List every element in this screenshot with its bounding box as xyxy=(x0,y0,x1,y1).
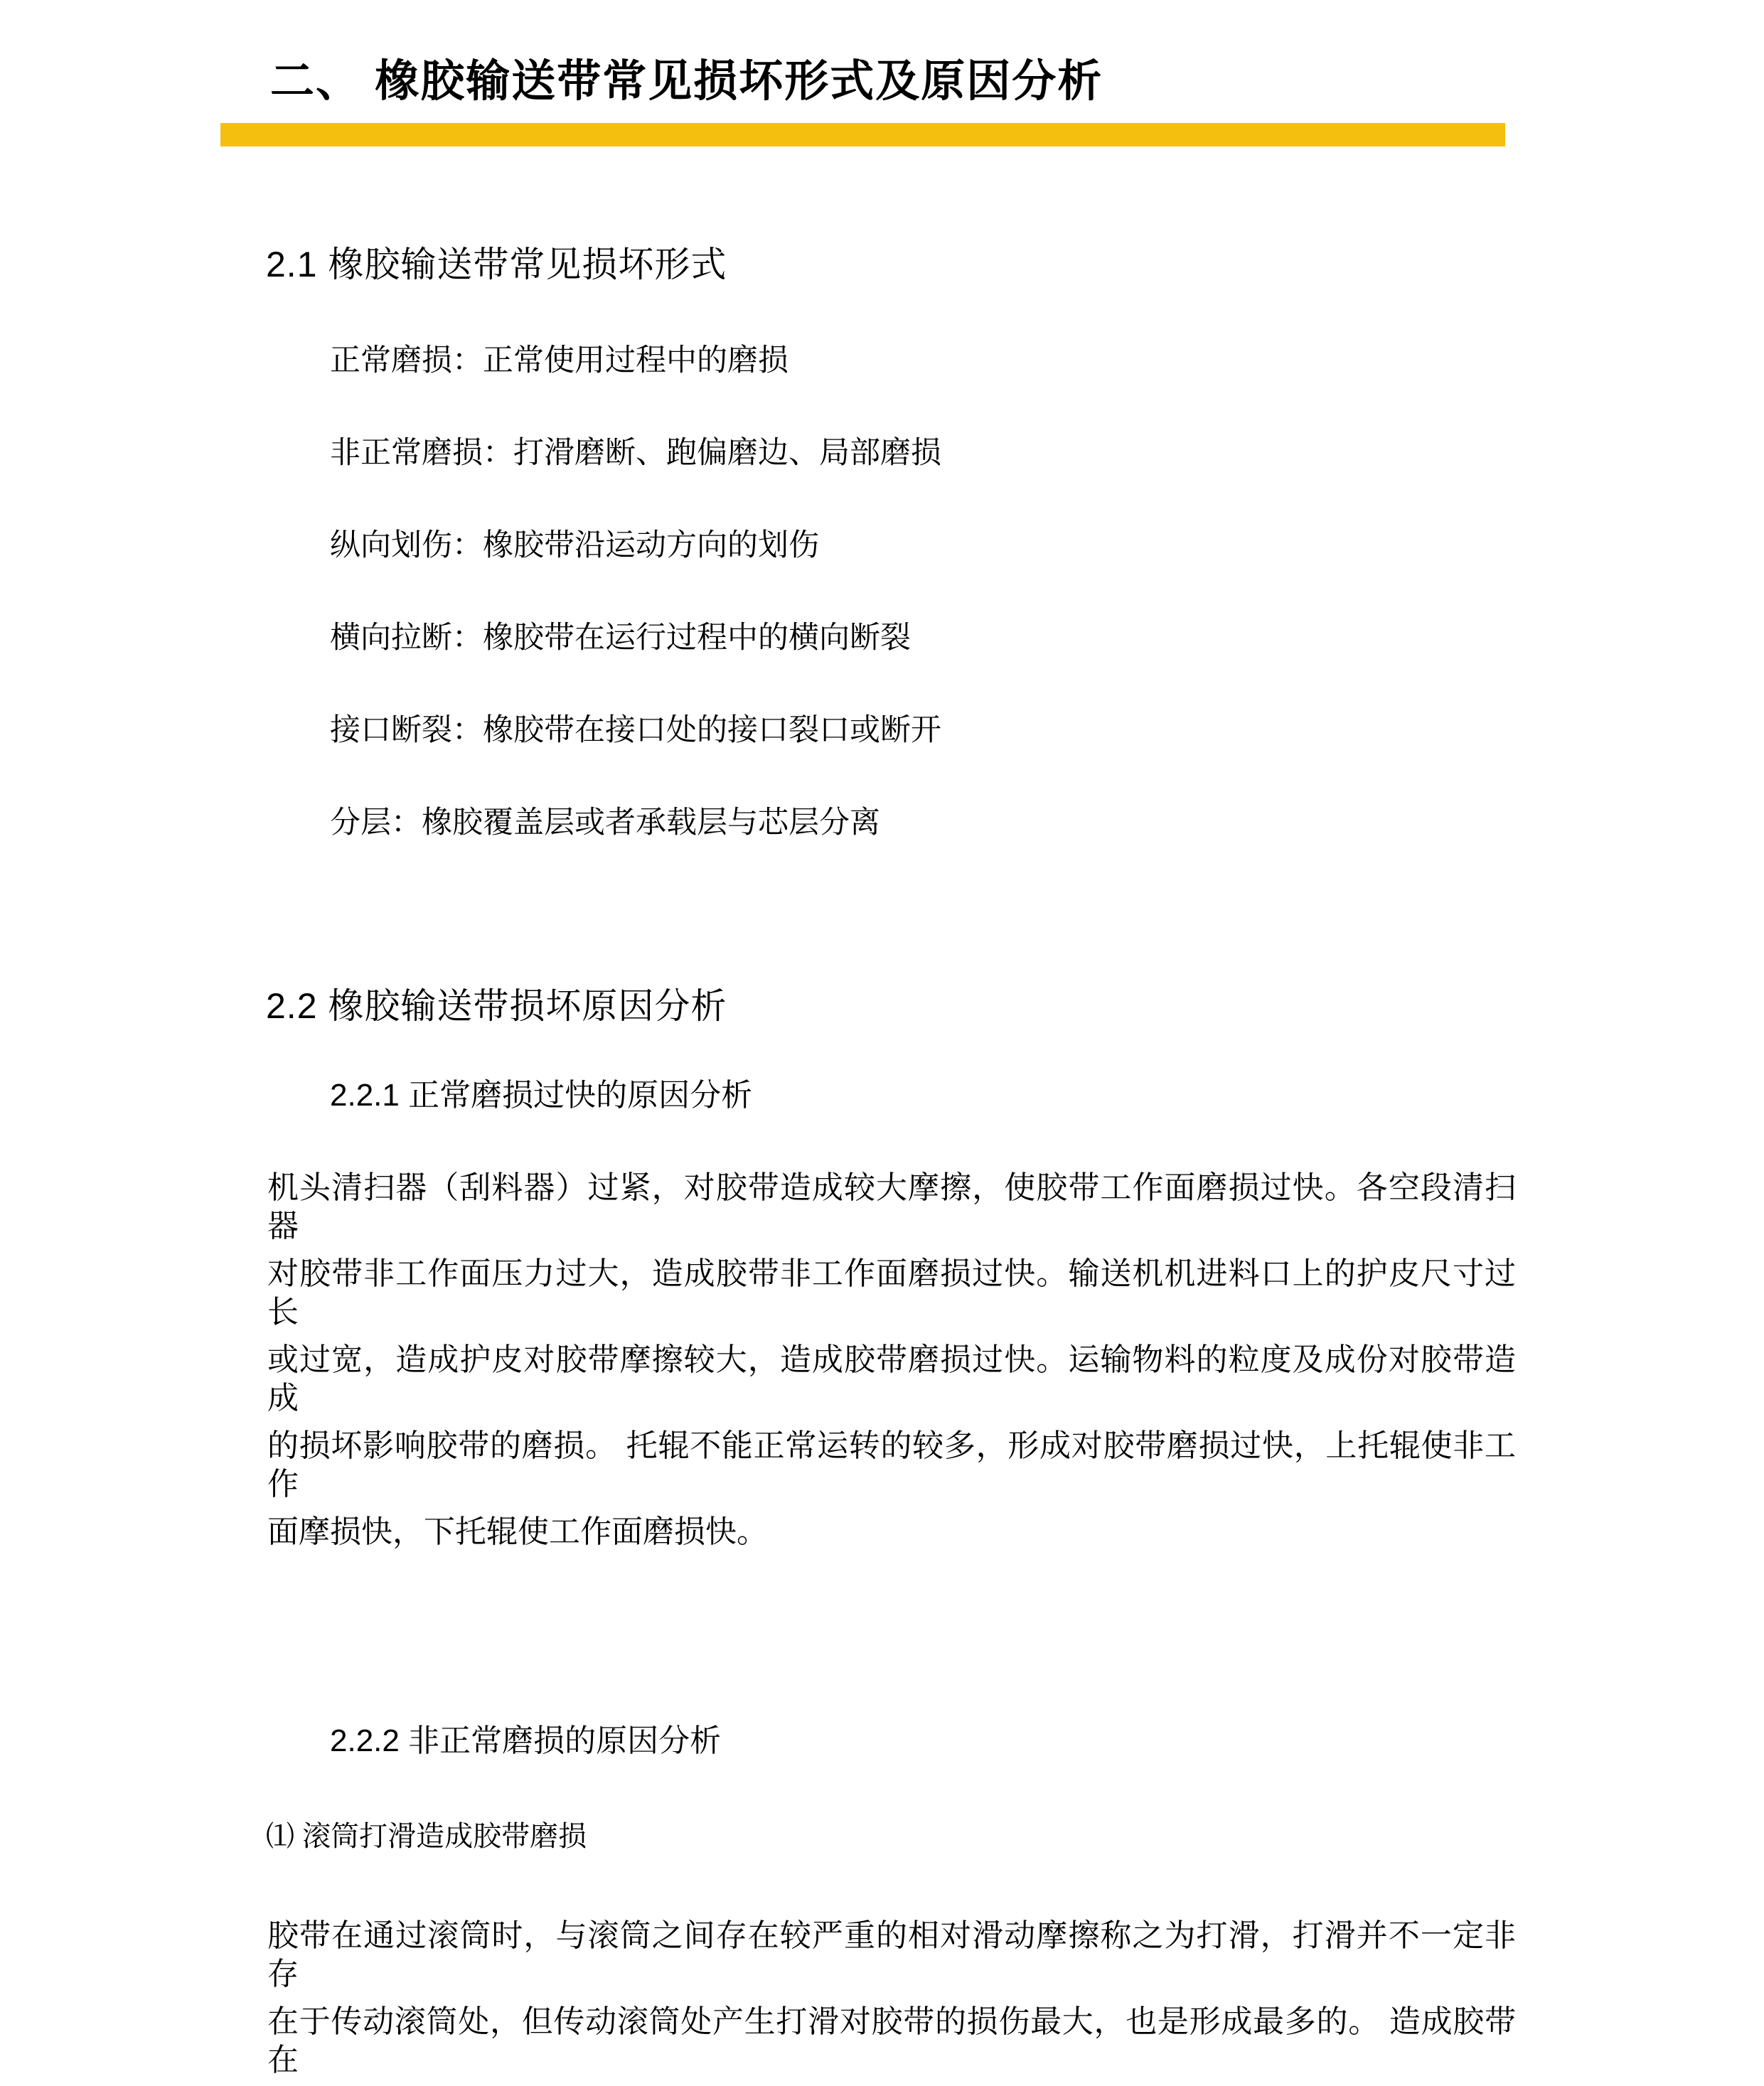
subsection-heading-2-2-1: 2.2.1 正常磨损过快的原因分析 xyxy=(330,1078,753,1113)
section-heading-2-1: 2.1 橡胶输送带常见损坏形式 xyxy=(266,245,727,284)
document-title: 二、 橡胶输送带常见损坏形式及原因分析 xyxy=(270,57,1103,106)
paragraph-2-2-1-line-2: 对胶带非工作面压力过大，造成胶带非工作面磨损过快。输送机机进料口上的护皮尺寸过长 xyxy=(267,1256,1516,1330)
damage-type-item-joint-fracture: 接口断裂：橡胶带在接口处的接口裂口或断开 xyxy=(330,713,941,747)
damage-type-item-abnormal-wear: 非正常磨损：打滑磨断、跑偏磨边、局部磨损 xyxy=(330,436,941,470)
subsection-heading-2-2-2: 2.2.2 非正常磨损的原因分析 xyxy=(330,1723,722,1758)
paragraph-2-2-2-line-1: 胶带在通过滚筒时，与滚筒之间存在较严重的相对滑动摩擦称之为打滑，打滑并不一定非存 xyxy=(267,1918,1516,1991)
numbered-item-1-roller-slip: ⑴ 滚筒打滑造成胶带磨损 xyxy=(266,1821,587,1852)
paragraph-2-2-1-line-1: 机头清扫器（刮料器）过紧，对胶带造成较大摩擦，使胶带工作面磨损过快。各空段清扫器 xyxy=(267,1170,1516,1243)
paragraph-2-2-1-line-3: 或过宽，造成护皮对胶带摩擦较大，造成胶带磨损过快。运输物料的粒度及成份对胶带造成 xyxy=(267,1342,1516,1416)
damage-type-item-longitudinal-scratch: 纵向划伤：橡胶带沿运动方向的划伤 xyxy=(330,528,819,562)
paragraph-2-2-2-line-2: 在于传动滚筒处，但传动滚筒处产生打滑对胶带的损伤最大，也是形成最多的。 造成胶带在 xyxy=(267,2004,1516,2077)
damage-type-item-normal-wear: 正常磨损：正常使用过程中的磨损 xyxy=(330,343,789,378)
damage-type-item-transverse-break: 横向拉断：橡胶带在运行过程中的横向断裂 xyxy=(330,621,911,655)
paragraph-2-2-1-line-5: 面摩损快，下托辊使工作面磨损快。 xyxy=(267,1514,768,1549)
accent-bar xyxy=(220,123,1505,146)
paragraph-2-2-1-line-4: 的损坏影响胶带的磨损。 托辊不能正常运转的较多，形成对胶带磨损过快，上托辊使非工作 xyxy=(267,1428,1516,1502)
damage-type-item-delamination: 分层：橡胶覆盖层或者承载层与芯层分离 xyxy=(330,806,880,840)
section-heading-2-2: 2.2 橡胶输送带损坏原因分析 xyxy=(266,986,727,1026)
